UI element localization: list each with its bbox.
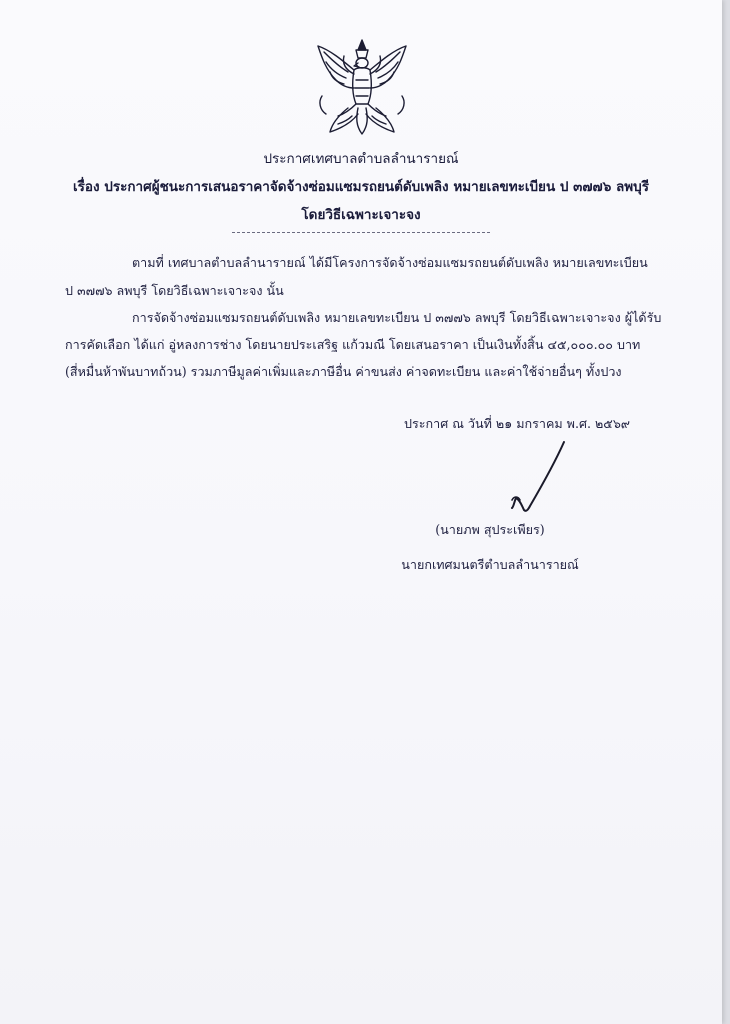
paragraph-2-line-1: การจัดจ้างซ่อมแซมรถยนต์ดับเพลิง หมายเลขทะเบียน ป ๓๗๗๖ ลพบุรี โดยวิธีเฉพาะเจาะจง ผู้ได้รับ [132,310,662,325]
paragraph-2-line-3: (สี่หมื่นห้าพันบาทถ้วน) รวมภาษีมูลค่าเพิ่มและภาษีอื่น ค่าขนส่ง ค่าจดทะเบียน และค่าใช้จ่ายอื่นๆ ทั้งปวง [65,364,622,379]
handwritten-signature-icon [500,440,570,530]
announcement-method: โดยวิธีเฉพาะเจาะจง [301,207,421,223]
signer-name: (นายภพ สุประเพียร) [435,522,545,537]
garuda-emblem-icon [308,36,416,140]
paragraph-1-line-1: ตามที่ เทศบาลตำบลลำนารายณ์ ได้มีโครงการจัดจ้างซ่อมแซมรถยนต์ดับเพลิง หมายเลขทะเบียน [132,255,648,270]
signer-position: นายกเทศมนตรีตำบลลำนารายณ์ [401,557,579,572]
announcement-heading: ประกาศเทศบาลตำบลลำนารายณ์ [263,151,459,167]
announcement-subject: เรื่อง ประกาศผู้ชนะการเสนอราคาจัดจ้างซ่อมแซมรถยนต์ดับเพลิง หมายเลขทะเบียน ป ๓๗๗๖ ลพบุรี [73,179,649,195]
heading-divider [232,232,490,233]
announcement-date: ประกาศ ณ วันที่ ๒๑ มกราคม พ.ศ. ๒๕๖๙ [404,416,631,431]
paragraph-2-line-2: การคัดเลือก ได้แก่ อู่หลงการช่าง โดยนายประเสริฐ แก้วมณี โดยเสนอราคา เป็นเงินทั้งสิ้น ๔๕,๐๐๐.๐๐ บาท [65,337,641,352]
paragraph-1-line-2: ป ๓๗๗๖ ลพบุรี โดยวิธีเฉพาะเจาะจง นั้น [65,283,284,298]
